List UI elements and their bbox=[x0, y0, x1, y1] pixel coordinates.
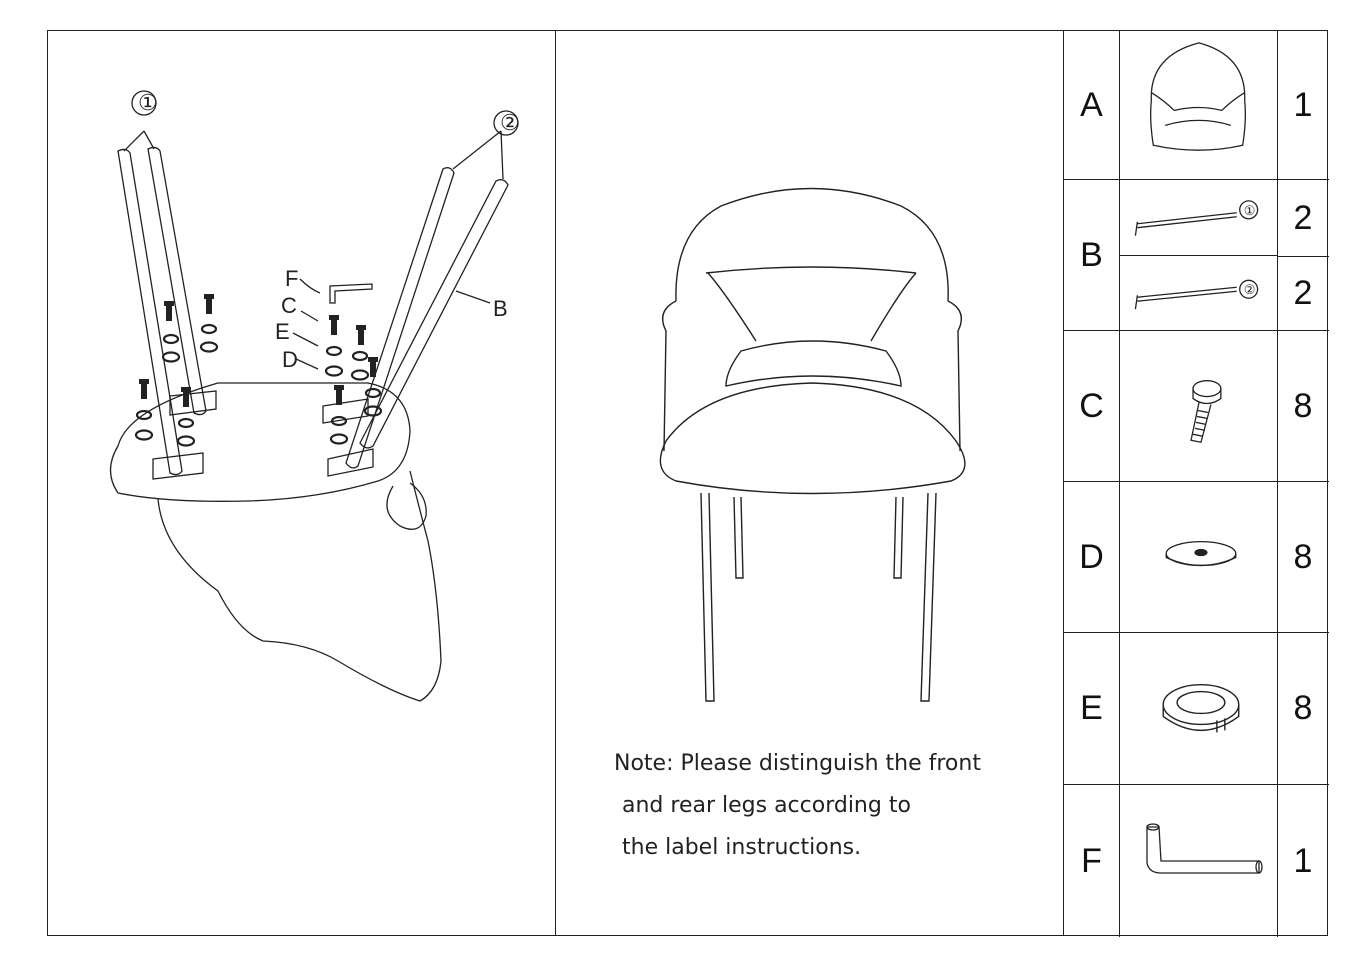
part-qty: 1 bbox=[1293, 841, 1313, 880]
leg-marker-front: ① bbox=[1243, 202, 1256, 218]
parts-list bbox=[1064, 31, 1329, 935]
part-row-a bbox=[1064, 31, 1329, 180]
part-qty-rear: 2 bbox=[1293, 274, 1313, 312]
callout-leg-front: ① bbox=[138, 90, 158, 115]
part-qty-front: 2 bbox=[1277, 180, 1329, 257]
part-row-d bbox=[1064, 482, 1329, 633]
part-row-c bbox=[1064, 331, 1329, 482]
armrest bbox=[387, 483, 426, 529]
leg-marker-rear: ② bbox=[1243, 282, 1256, 298]
part-letter: E bbox=[1064, 633, 1120, 784]
front-leg-1 bbox=[118, 149, 182, 474]
seat-underside bbox=[111, 383, 411, 501]
front-leg-2 bbox=[148, 147, 206, 414]
callout-e: E bbox=[275, 319, 290, 344]
part-letter: C bbox=[1064, 331, 1120, 481]
leg-icon bbox=[1119, 180, 1278, 330]
part-letter: F bbox=[1064, 785, 1120, 937]
part-qty: 1 bbox=[1293, 85, 1313, 124]
callout-c: C bbox=[281, 293, 297, 318]
part-row-b bbox=[1064, 180, 1329, 331]
backrest bbox=[158, 471, 441, 701]
flat-washer-icon bbox=[1119, 482, 1278, 632]
assembly-panel bbox=[48, 31, 556, 935]
bolt-icon bbox=[1119, 331, 1278, 481]
part-letter: A bbox=[1064, 31, 1120, 179]
instruction-sheet bbox=[47, 30, 1328, 936]
callout-leg-rear: ② bbox=[500, 110, 520, 135]
part-row-e bbox=[1064, 633, 1329, 785]
spring-washer-icon bbox=[1119, 633, 1278, 784]
part-qty: 8 bbox=[1293, 689, 1313, 727]
rear-leg-1 bbox=[346, 168, 454, 468]
callout-b: B bbox=[493, 296, 508, 321]
rear-leg-2 bbox=[360, 180, 508, 448]
assembly-diagram bbox=[48, 31, 556, 937]
part-letter: D bbox=[1064, 482, 1120, 632]
part-qty: 8 bbox=[1293, 386, 1313, 425]
note-line-1: Note: Please distinguish the front bbox=[614, 751, 981, 776]
callout-d: D bbox=[282, 347, 298, 372]
part-letter: B bbox=[1064, 180, 1120, 330]
note-line-2: and rear legs according to bbox=[622, 793, 911, 818]
note-line-3: the label instructions. bbox=[622, 835, 862, 860]
chair-seat-icon bbox=[1119, 31, 1278, 179]
allen-key-icon bbox=[1119, 785, 1278, 937]
finished-chair-panel bbox=[556, 31, 1064, 935]
chair-drawing bbox=[556, 31, 1064, 731]
part-qty: 8 bbox=[1293, 537, 1313, 576]
callout-f: F bbox=[285, 266, 299, 291]
part-row-f bbox=[1064, 785, 1329, 937]
note-text bbox=[614, 743, 981, 869]
